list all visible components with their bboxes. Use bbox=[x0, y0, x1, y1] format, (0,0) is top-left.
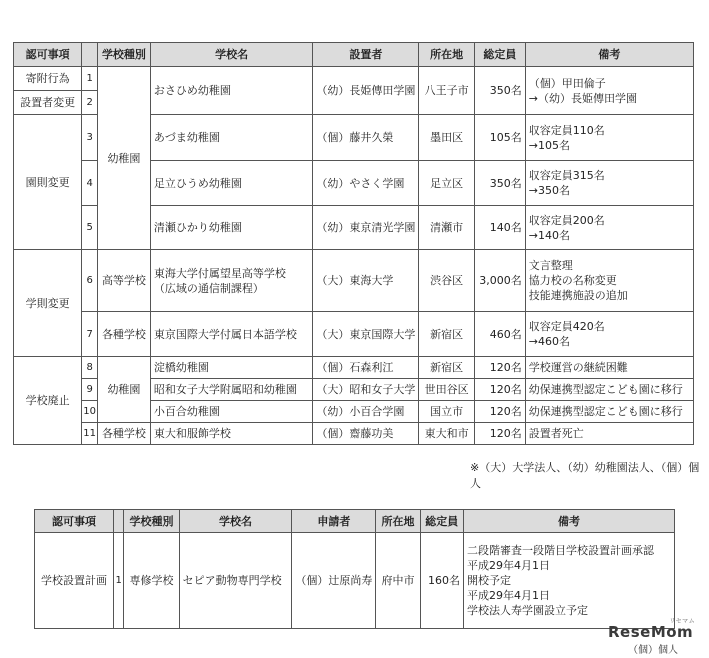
header-applicant: 申請者 bbox=[292, 510, 376, 533]
founder-cell: （幼）長姫傳田学園 bbox=[313, 67, 419, 115]
header-number bbox=[82, 43, 98, 67]
location-cell: 新宿区 bbox=[419, 312, 474, 357]
row-number: 1 bbox=[113, 533, 123, 629]
type-cell: 各種学校 bbox=[98, 423, 151, 445]
row-number: 8 bbox=[82, 357, 98, 379]
note-cell bbox=[525, 67, 693, 115]
capacity-cell: 120名 bbox=[474, 423, 525, 445]
capacity-cell: 350名 bbox=[474, 67, 525, 115]
type-cell: 幼稚園 bbox=[98, 67, 151, 250]
header-row bbox=[14, 43, 694, 67]
header-school: 学校名 bbox=[150, 43, 313, 67]
category-cell: 学校廃止 bbox=[14, 357, 82, 445]
note-cell: 幼保連携型認定こども園に移行 bbox=[525, 401, 693, 423]
header-note: 備考 bbox=[464, 510, 675, 533]
school-name-line: 東海大学付属望星高等学校 bbox=[153, 266, 286, 280]
school-name: 東京国際大学付属日本語学校 bbox=[150, 312, 313, 357]
type-cell: 幼稚園 bbox=[98, 357, 151, 423]
capacity-cell: 140名 bbox=[474, 206, 525, 250]
category-cell: 園則変更 bbox=[14, 115, 82, 250]
note-cell bbox=[525, 115, 693, 161]
note-line: →350名 bbox=[528, 184, 570, 197]
table-row bbox=[14, 357, 694, 379]
row-number: 6 bbox=[82, 250, 98, 312]
category-cell: 設置者変更 bbox=[14, 91, 82, 115]
row-number: 7 bbox=[82, 312, 98, 357]
note-line: 文言整理 bbox=[528, 259, 573, 272]
header-note: 備考 bbox=[525, 43, 693, 67]
founder-cell: （大）東海大学 bbox=[313, 250, 419, 312]
location-cell: 足立区 bbox=[419, 161, 474, 206]
founder-cell: （大）昭和女子大学 bbox=[313, 379, 419, 401]
table-row bbox=[14, 250, 694, 312]
row-number: 3 bbox=[82, 115, 98, 161]
location-cell: 墨田区 bbox=[419, 115, 474, 161]
resemom-logo bbox=[608, 618, 696, 641]
location-cell: 渋谷区 bbox=[419, 250, 474, 312]
location-cell: 八王子市 bbox=[419, 67, 474, 115]
approval-table bbox=[13, 42, 694, 445]
row-number: 4 bbox=[82, 161, 98, 206]
row-number: 2 bbox=[82, 91, 98, 115]
row-number: 5 bbox=[82, 206, 98, 250]
school-name bbox=[150, 250, 313, 312]
founder-cell: （個）藤井久榮 bbox=[313, 115, 419, 161]
capacity-cell: 3,000名 bbox=[474, 250, 525, 312]
category-cell: 学則変更 bbox=[14, 250, 82, 357]
capacity-cell: 120名 bbox=[474, 401, 525, 423]
school-name: 東大和服飾学校 bbox=[150, 423, 313, 445]
school-name: 足立ひうめ幼稚園 bbox=[150, 161, 313, 206]
capacity-cell: 105名 bbox=[474, 115, 525, 161]
row-number: 10 bbox=[82, 401, 98, 423]
header-capacity: 総定員 bbox=[420, 510, 463, 533]
location-cell: 新宿区 bbox=[419, 357, 474, 379]
founder-cell: （個）齋藤功美 bbox=[313, 423, 419, 445]
note-line: 開校予定 bbox=[467, 574, 511, 587]
founder-cell: （個）石森利江 bbox=[313, 357, 419, 379]
cropped-footnote-tail: （個）個人 bbox=[628, 645, 678, 656]
row-number: 1 bbox=[82, 67, 98, 91]
location-cell: 清瀬市 bbox=[419, 206, 474, 250]
school-name: おさひめ幼稚園 bbox=[150, 67, 313, 115]
note-line: →460名 bbox=[528, 335, 570, 348]
header-capacity: 総定員 bbox=[474, 43, 525, 67]
note-line: 平成29年4月1日 bbox=[467, 589, 550, 602]
note-cell bbox=[525, 250, 693, 312]
header-row bbox=[35, 510, 675, 533]
school-name: 昭和女子大学附属昭和幼稚園 bbox=[150, 379, 313, 401]
header-category: 認可事項 bbox=[35, 510, 114, 533]
note-cell: 設置者死亡 bbox=[525, 423, 693, 445]
capacity-cell: 460名 bbox=[474, 312, 525, 357]
note-line: 二段階審査一段階目学校設置計画承認 bbox=[467, 544, 654, 557]
table-row bbox=[35, 533, 675, 629]
capacity-cell: 350名 bbox=[474, 161, 525, 206]
footnote: ※（大）大学法人、（幼）幼稚園法人、（個）個人 bbox=[470, 461, 700, 490]
note-cell bbox=[525, 161, 693, 206]
note-line: 学校法人寿学園設立予定 bbox=[467, 604, 588, 617]
location-cell: 東大和市 bbox=[419, 423, 474, 445]
table-row bbox=[14, 67, 694, 91]
table-row bbox=[14, 312, 694, 357]
header-location: 所在地 bbox=[419, 43, 474, 67]
plan-table bbox=[34, 509, 675, 629]
school-name-line: （広域の通信制課程） bbox=[153, 281, 264, 295]
note-line: 協力校の名称変更 bbox=[528, 274, 617, 287]
row-number: 9 bbox=[82, 379, 98, 401]
category-cell: 寄附行為 bbox=[14, 67, 82, 91]
note-line: 平成29年4月1日 bbox=[467, 559, 550, 572]
note-line: →140名 bbox=[528, 228, 570, 242]
header-category: 認可事項 bbox=[14, 43, 82, 67]
note-cell: 幼保連携型認定こども園に移行 bbox=[525, 379, 693, 401]
founder-cell: （幼）東京清光学園 bbox=[313, 206, 419, 250]
location-cell: 府中市 bbox=[376, 533, 420, 629]
header-type: 学校種別 bbox=[124, 510, 179, 533]
location-cell: 国立市 bbox=[419, 401, 474, 423]
applicant-cell: （個）辻原尚寿 bbox=[292, 533, 376, 629]
note-line: （個）甲田倫子 bbox=[528, 76, 606, 90]
school-name: 清瀬ひかり幼稚園 bbox=[150, 206, 313, 250]
note-line: 収容定員315名 bbox=[528, 169, 605, 182]
note-cell bbox=[525, 312, 693, 357]
category-cell: 学校設置計画 bbox=[35, 533, 114, 629]
logo-subtext: リセマム bbox=[669, 618, 696, 625]
founder-cell: （大）東京国際大学 bbox=[313, 312, 419, 357]
school-name: 小百合幼稚園 bbox=[150, 401, 313, 423]
capacity-cell: 160名 bbox=[420, 533, 463, 629]
note-line: →（幼）長姫傳田学園 bbox=[528, 91, 637, 105]
header-location: 所在地 bbox=[376, 510, 420, 533]
school-name: 淀橋幼稚園 bbox=[150, 357, 313, 379]
school-name: あづま幼稚園 bbox=[150, 115, 313, 161]
note-line: 収容定員420名 bbox=[528, 320, 605, 333]
note-cell: 学校運営の継続困難 bbox=[525, 357, 693, 379]
note-cell bbox=[525, 206, 693, 250]
founder-cell: （幼）やさく学園 bbox=[313, 161, 419, 206]
header-type: 学校種別 bbox=[98, 43, 151, 67]
capacity-cell: 120名 bbox=[474, 379, 525, 401]
note-cell bbox=[464, 533, 675, 629]
type-cell: 専修学校 bbox=[124, 533, 179, 629]
header-founder: 設置者 bbox=[313, 43, 419, 67]
note-line: 収容定員110名 bbox=[528, 123, 605, 137]
header-school: 学校名 bbox=[179, 510, 292, 533]
school-name: セピア動物専門学校 bbox=[179, 533, 292, 629]
header-number bbox=[113, 510, 123, 533]
capacity-cell: 120名 bbox=[474, 357, 525, 379]
row-number: 11 bbox=[82, 423, 98, 445]
note-line: →105名 bbox=[528, 138, 570, 152]
founder-cell: （幼）小百合学園 bbox=[313, 401, 419, 423]
type-cell: 各種学校 bbox=[98, 312, 151, 357]
table-row bbox=[14, 423, 694, 445]
logo-text: ReseMom bbox=[608, 623, 694, 641]
note-line: 技能連携施設の追加 bbox=[528, 289, 628, 302]
note-line: 収容定員200名 bbox=[528, 213, 605, 227]
type-cell: 高等学校 bbox=[98, 250, 151, 312]
location-cell: 世田谷区 bbox=[419, 379, 474, 401]
